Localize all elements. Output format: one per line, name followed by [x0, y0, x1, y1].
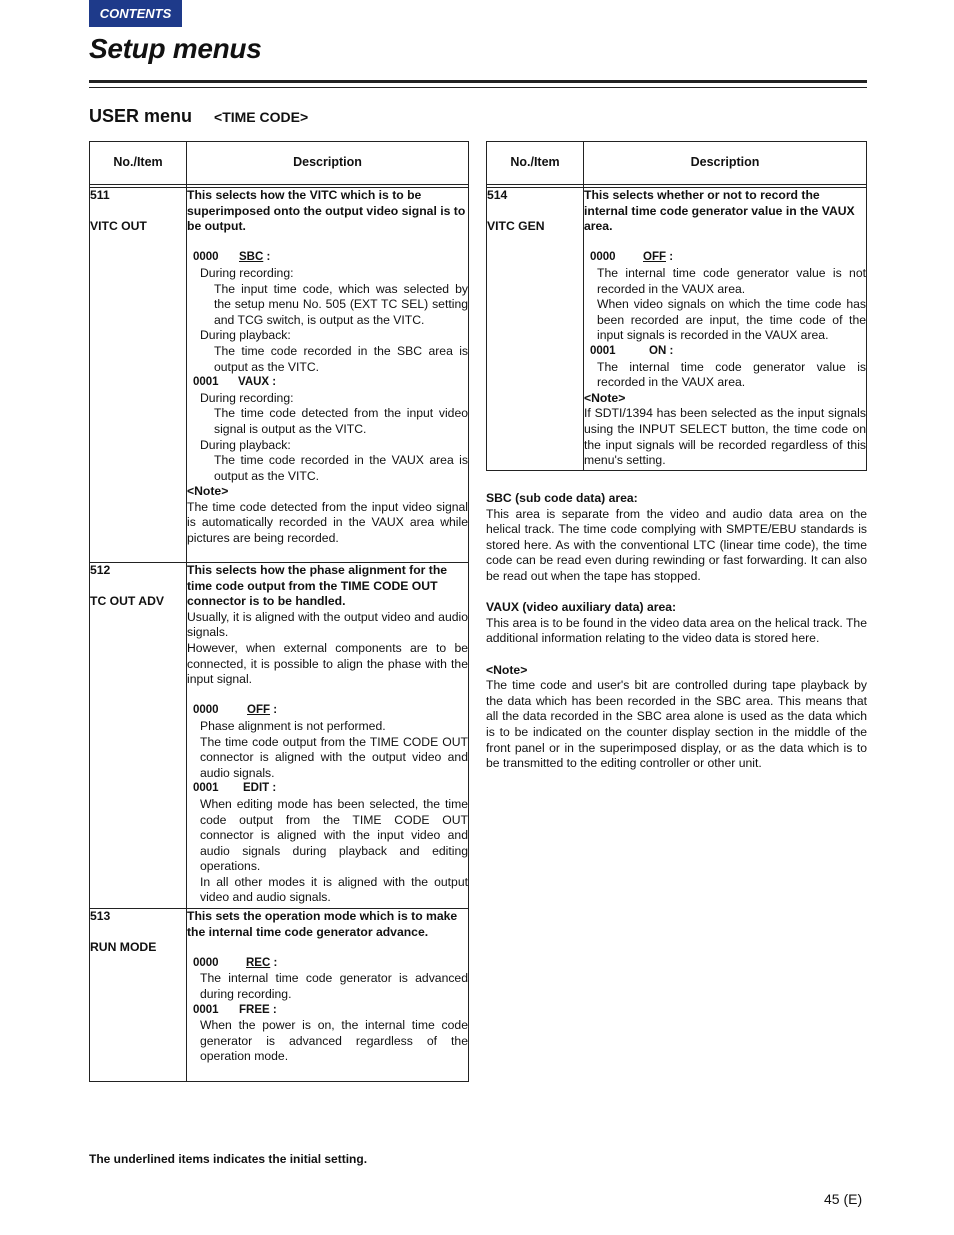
- table-row: [90, 909, 469, 1082]
- option-heading: 0000 OFF :: [584, 250, 866, 266]
- header-description: Description: [584, 142, 867, 185]
- row-item-name: TC OUT ADV: [90, 593, 165, 608]
- option-text: During recording:: [200, 265, 294, 280]
- sbc-heading: SBC (sub code data) area:: [486, 491, 638, 505]
- option-text: In all other modes it is aligned with the output video and audio signals.: [200, 874, 468, 905]
- row-body: However, when external components are to be connected, it is possible to align the phase with the input signal.: [187, 640, 468, 687]
- option-heading: 0000 OFF :: [187, 703, 468, 719]
- option-name: OFF: [247, 704, 270, 717]
- row-number-cell: [90, 563, 187, 909]
- table-row: [90, 563, 469, 909]
- option-heading: 0001 FREE :: [187, 1003, 468, 1019]
- row-item-name: VITC OUT: [90, 218, 147, 233]
- table-row: [487, 188, 867, 471]
- row-number-cell: [90, 188, 187, 563]
- option-text: The internal time code generator is advanced during recording.: [200, 971, 468, 1001]
- option-code: 0001: [193, 1003, 219, 1016]
- option-name: ON: [649, 344, 667, 357]
- vaux-text: This area is to be found in the video data area on the helical track. The additional information relating to the video data is stored here.: [486, 615, 867, 646]
- menu-table-left: [89, 141, 469, 1082]
- row-item-name: RUN MODE: [90, 939, 157, 954]
- row-description: [187, 563, 469, 909]
- option-heading: 0001 EDIT :: [187, 781, 468, 797]
- option-code: 0000: [193, 704, 219, 717]
- row-body: Usually, it is aligned with the output video and audio signals.: [187, 609, 468, 640]
- option-text: Phase alignment is not performed.: [200, 718, 386, 733]
- row-item-name: VITC GEN: [487, 218, 545, 233]
- note-text: The time code and user's bit are controlled during tape playback by the data which has been recorded in the SBC area. This means that all the data recorded in the SBC area alone is used as the data which is to be indicated on the counter display section in the middle of the front panel or in the superimposed display, or as the data which is to be transmitted to the editing controller or other unit.: [486, 678, 867, 771]
- option-text: The input time code, which was selected by the setup menu No. 505 (EXT TC SEL) setting and TCG switch, is output as the VITC.: [214, 281, 468, 327]
- note-text: If SDTI/1394 has been selected as the input signals using the INPUT SELECT button, the time code on the input signals will be recorded regardless of this menu's setting.: [584, 406, 866, 468]
- option-heading: 0000 REC :: [187, 956, 468, 972]
- sbc-text: This area is separate from the video and audio data area on the helical track. The time code complying with SMPTE/EBU standards is stored here. As with the conventional LTC (linear time code), the time code can be read even during rewinding or fast forwarding. It can also be read out when the tape has stopped.: [486, 506, 867, 583]
- row-number: 514: [487, 188, 508, 202]
- option-name: EDIT: [243, 782, 270, 795]
- page-title: Setup menus: [89, 33, 262, 64]
- option-name: OFF: [643, 251, 666, 264]
- row-lead: This selects whether or not to record the internal time code generator value in the VAUX area.: [584, 188, 855, 234]
- option-code: 0000: [193, 251, 219, 264]
- option-code: 0001: [590, 344, 616, 357]
- option-name: VAUX: [238, 376, 270, 389]
- option-text: The time code recorded in the SBC area is output as the VITC.: [214, 343, 468, 374]
- option-text: During playback:: [200, 437, 291, 452]
- page-number: 45 (E): [824, 1191, 863, 1207]
- option-text: The time code recorded in the VAUX area is output as the VITC.: [214, 453, 468, 483]
- footnote: The underlined items indicates the initial setting.: [89, 1152, 368, 1166]
- menu-table-right: [486, 141, 867, 471]
- option-text: During playback:: [200, 328, 291, 343]
- option-text: During recording:: [200, 390, 294, 405]
- note-label: <Note>: [584, 390, 626, 405]
- table-row: [90, 188, 469, 563]
- row-description: [187, 188, 469, 563]
- title-rule-thin: [89, 87, 867, 88]
- note-heading: <Note>: [486, 662, 528, 677]
- section-title: USER menu: [89, 106, 193, 126]
- option-code: 0000: [590, 251, 616, 264]
- header-no-item: No./Item: [90, 142, 187, 185]
- option-text: The internal time code generator value is recorded in the VAUX area.: [597, 359, 866, 390]
- vaux-heading: VAUX (video auxiliary data) area:: [486, 600, 677, 615]
- section-heading: [89, 106, 308, 127]
- option-heading: 0001 ON :: [584, 344, 866, 360]
- row-description: [187, 909, 469, 1082]
- row-lead: This sets the operation mode which is to make the internal time code generator advance.: [187, 909, 458, 939]
- row-description: [584, 188, 867, 471]
- row-number-cell: [487, 188, 584, 471]
- note-label: <Note>: [187, 484, 229, 499]
- note-text: The time code detected from the input video signal is automatically recorded in the VAUX area while pictures are being recorded.: [187, 499, 468, 546]
- option-text: The time code output from the TIME CODE OUT connector is aligned with the output video and audio signals.: [200, 734, 468, 780]
- option-name: REC: [246, 956, 271, 969]
- header-description: Description: [187, 142, 469, 185]
- row-number: 512: [90, 563, 111, 577]
- title-rule-thick: [89, 80, 867, 83]
- option-name: FREE: [239, 1003, 270, 1016]
- option-heading: 0001 VAUX :: [187, 375, 468, 391]
- contents-tab[interactable]: CONTENTS: [89, 0, 182, 27]
- row-lead: This selects how the phase alignment for the time code output from the TIME CODE OUT connector is to be handled.: [187, 563, 448, 609]
- header-no-item: No./Item: [487, 142, 584, 185]
- row-number: 511: [90, 188, 110, 202]
- option-heading: 0000 SBC :: [187, 250, 468, 266]
- section-subtitle: <TIME CODE>: [214, 109, 309, 125]
- option-text: The time code detected from the input video signal is output as the VITC.: [214, 406, 468, 436]
- side-notes: [486, 491, 867, 772]
- option-text: When the power is on, the internal time code generator is advanced regardless of the operation mode.: [200, 1018, 468, 1064]
- row-number: 513: [90, 909, 111, 923]
- option-text: When editing mode has been selected, the time code output from the TIME CODE OUT connector is aligned with the input video and audio signals during playback and editing operations.: [200, 796, 468, 874]
- option-text: When video signals on which the time code has been recorded are input, the time code of the input signals is recorded in the VAUX area.: [597, 297, 866, 343]
- option-code: 0001: [193, 782, 219, 795]
- option-code: 0001: [193, 376, 219, 389]
- row-lead: This selects how the VITC which is to be superimposed onto the output video signal is to be output.: [187, 188, 466, 234]
- option-text: The internal time code generator value is not recorded in the VAUX area.: [597, 265, 866, 296]
- option-name: SBC: [239, 251, 264, 264]
- row-number-cell: [90, 909, 187, 1082]
- option-code: 0000: [193, 956, 219, 969]
